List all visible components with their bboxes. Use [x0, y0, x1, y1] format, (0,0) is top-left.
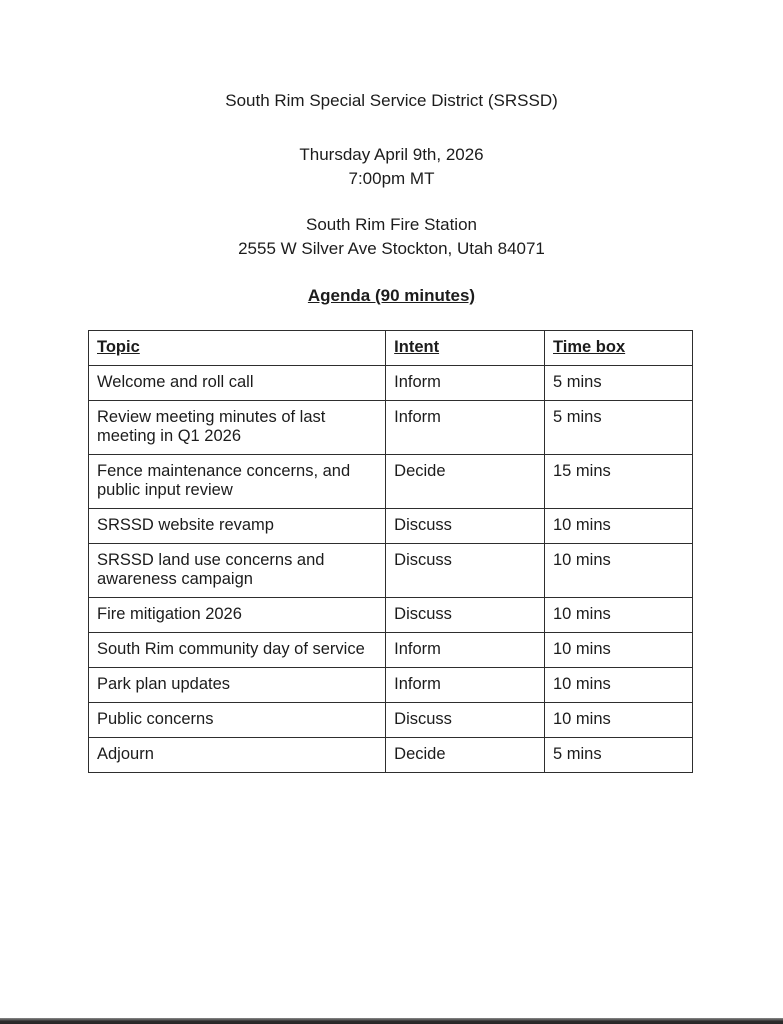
column-header-intent: Intent [386, 331, 545, 366]
venue-name: South Rim Fire Station [305, 215, 477, 234]
intent-cell: Discuss [386, 544, 545, 598]
document-title: South Rim Special Service District (SRSSD) [225, 91, 558, 110]
intent-cell: Discuss [386, 703, 545, 738]
column-header-topic: Topic [89, 331, 386, 366]
table-row [89, 598, 693, 633]
document-header [0, 0, 783, 306]
timebox-cell: 10 mins [545, 509, 693, 544]
timebox-cell: 10 mins [545, 703, 693, 738]
intent-cell: Discuss [386, 598, 545, 633]
timebox-cell: 10 mins [545, 598, 693, 633]
agenda-table-body [89, 366, 693, 773]
table-row [89, 366, 693, 401]
timebox-cell: 10 mins [545, 668, 693, 703]
topic-cell: South Rim community day of service [89, 633, 386, 668]
intent-cell: Inform [386, 668, 545, 703]
table-row [89, 738, 693, 773]
agenda-table [88, 330, 693, 773]
meeting-date: Thursday April 9th, 2026 [299, 145, 484, 164]
intent-cell: Inform [386, 366, 545, 401]
venue-block [0, 213, 783, 261]
column-header-time-box: Time box [545, 331, 693, 366]
topic-cell: SRSSD land use concerns and awareness campaign [89, 544, 386, 598]
table-row [89, 668, 693, 703]
timebox-cell: 10 mins [545, 544, 693, 598]
table-row [89, 703, 693, 738]
topic-cell: SRSSD website revamp [89, 509, 386, 544]
topic-cell: Fire mitigation 2026 [89, 598, 386, 633]
timebox-cell: 5 mins [545, 366, 693, 401]
datetime-block [0, 143, 783, 191]
table-row [89, 401, 693, 455]
timebox-cell: 10 mins [545, 633, 693, 668]
topic-cell: Public concerns [89, 703, 386, 738]
table-row [89, 455, 693, 509]
venue-address: 2555 W Silver Ave Stockton, Utah 84071 [238, 239, 545, 258]
timebox-cell: 15 mins [545, 455, 693, 509]
table-row [89, 509, 693, 544]
intent-cell: Inform [386, 401, 545, 455]
intent-cell: Discuss [386, 509, 545, 544]
timebox-cell: 5 mins [545, 738, 693, 773]
intent-cell: Decide [386, 738, 545, 773]
topic-cell: Welcome and roll call [89, 366, 386, 401]
intent-cell: Inform [386, 633, 545, 668]
topic-cell: Review meeting minutes of last meeting in Q1 2026 [89, 401, 386, 455]
table-row [89, 633, 693, 668]
agenda-heading: Agenda (90 minutes) [307, 286, 476, 305]
topic-cell: Adjourn [89, 738, 386, 773]
scan-bottom-edge [0, 1018, 783, 1024]
table-header-row [89, 331, 693, 366]
topic-cell: Fence maintenance concerns, and public input review [89, 455, 386, 509]
meeting-time: 7:00pm MT [348, 169, 435, 188]
table-row [89, 544, 693, 598]
intent-cell: Decide [386, 455, 545, 509]
topic-cell: Park plan updates [89, 668, 386, 703]
timebox-cell: 5 mins [545, 401, 693, 455]
